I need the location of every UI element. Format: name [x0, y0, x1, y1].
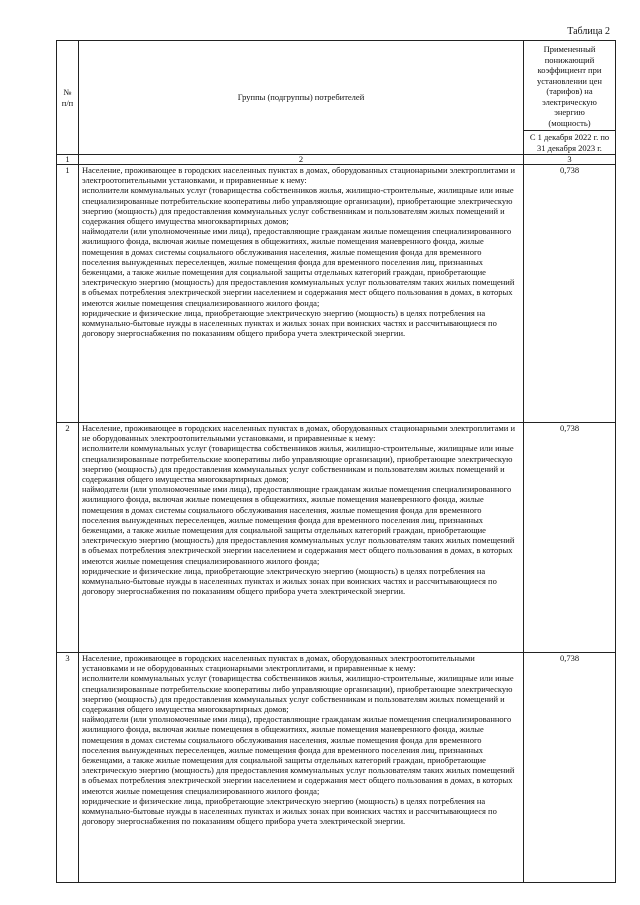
- row-paragraph: Население, проживающее в городских населенных пунктах в домах, оборудованных электроотопительными установками и не оборудованных стационарными электроплитами, и приравненные к нему:: [82, 653, 475, 674]
- column-index-row: [57, 155, 616, 165]
- table-row: [57, 165, 616, 423]
- header-coef-line: (тарифов) на: [546, 86, 593, 96]
- row-paragraph: юридические и физические лица, приобретающие электрическую энергию (мощность) в целях потребления на коммунально-бытовые нужды в населенных пунктах и жилых зонах при воинских частях и рассчитывающиеся по договору энергоснабжения по показаниям общего прибора учета электрической энергии.: [82, 795, 497, 827]
- table-row: [57, 653, 616, 883]
- header-num: [57, 41, 79, 155]
- row-paragraph: Население, проживающее в городских населенных пунктах в домах, оборудованных стационарными электроплитами и не оборудованных электроотопительными установками, и приравненные к нему:: [82, 423, 515, 444]
- row-coefficient: 0,738: [524, 423, 616, 653]
- row-paragraph: наймодатели (или уполномоченные ими лица), предоставляющие гражданам жилые помещения специализированного жилищного фонда, включая жилые помещения в общежитиях, жилые помещения маневренного фонда, жилые помещения в домах системы социального обслуживания населения, жилые помещения фонда для временного поселения вынужденных переселенцев, жилые помещения фонда для временного поселения лиц, признанных беженцами, а также жилые помещения для социальной защиты отдельных категорий граждан, приобретающие электрическую энергию (мощность) для предоставления коммунальных услуг пользователям таких жилых помещений в объемах потребления электрической энергии населением и содержания мест общего пользования в домах, в которых имеются жилые помещения специализированного жилого фонда;: [82, 226, 515, 308]
- table-label: Таблица 2: [567, 26, 610, 37]
- header-coef-line: Примененный: [543, 44, 596, 54]
- row-paragraph: исполнители коммунальных услуг (товарищества собственников жилья, жилищно-строительные, жилищные или иные специализированные потребительские кооперативы либо управляющие организации), приобретающие электрическую энергию (мощность) для предоставления коммунальных услуг собственникам и пользователям жилых помещений и содержания общего имущества многоквартирных домов;: [82, 673, 514, 715]
- row-paragraph: исполнители коммунальных услуг (товарищества собственников жилья, жилищно-строительные, жилищные или иные специализированные потребительские кооперативы либо управляющие организации), приобретающие электрическую энергию (мощность) для предоставления коммунальных услуг собственникам и пользователям жилых помещений и содержания общего имущества многоквартирных домов;: [82, 185, 514, 227]
- column-index: 2: [79, 155, 524, 165]
- row-number: 2: [57, 423, 79, 653]
- row-number: 1: [57, 165, 79, 423]
- tariff-coefficient-table: [56, 40, 616, 883]
- row-paragraph: наймодатели (или уполномоченные ими лица), предоставляющие гражданам жилые помещения специализированного жилищного фонда, включая жилые помещения в общежитиях, жилые помещения маневренного фонда, жилые помещения в домах системы социального обслуживания населения, жилые помещения фонда для временного поселения вынужденных переселенцев, жилые помещения фонда для временного поселения лиц, признанных беженцами, а также жилые помещения для социальной защиты отдельных категорий граждан, приобретающие электрическую энергию (мощность) для предоставления коммунальных услуг пользователям таких жилых помещений в объемах потребления электрической энергии населением и содержания мест общего пользования в домах, в которых имеются жилые помещения специализированного жилого фонда;: [82, 714, 515, 796]
- row-consumer-group: [79, 423, 524, 653]
- header-num-label: № п/п: [61, 87, 74, 108]
- table-row: [57, 423, 616, 653]
- row-paragraph: Население, проживающее в городских населенных пунктах в домах, оборудованных стационарными электроплитами и электроотопительными установками, и приравненные к нему:: [82, 165, 515, 186]
- table-header-row: [57, 41, 616, 155]
- row-coefficient: 0,738: [524, 165, 616, 423]
- column-index: 3: [524, 155, 616, 165]
- header-coef-line: (мощность): [548, 117, 591, 128]
- row-number: 3: [57, 653, 79, 883]
- header-group-label: Группы (подгруппы) потребителей: [237, 92, 365, 103]
- row-consumer-group: [79, 653, 524, 883]
- header-coef-line: коэффициент при: [537, 65, 602, 75]
- row-paragraph: наймодатели (или уполномоченные ими лица), предоставляющие гражданам жилые помещения специализированного жилищного фонда, включая жилые помещения в общежитиях, жилые помещения маневренного фонда, жилые помещения в домах системы социального обслуживания населения, жилые помещения фонда для временного поселения вынужденных переселенцев, жилые помещения фонда для временного поселения лиц, признанных беженцами, а также жилые помещения для социальной защиты отдельных категорий граждан, приобретающие электрическую энергию (мощность) для предоставления коммунальных услуг пользователям таких жилых помещений в объемах потребления электрической энергии населением и содержания мест общего пользования в домах, в которых имеются жилые помещения специализированного жилого фонда;: [82, 484, 515, 566]
- header-coefficient: [524, 41, 616, 155]
- row-paragraph: юридические и физические лица, приобретающие электрическую энергию (мощность) в целях потребления на коммунально-бытовые нужды в населенных пунктах и жилых зонах при воинских частях и рассчитывающиеся по договору энергоснабжения по показаниям общего прибора учета электрической энергии.: [82, 307, 497, 339]
- header-coef-line: электрическую энергию: [542, 96, 597, 117]
- row-paragraph: исполнители коммунальных услуг (товарищества собственников жилья, жилищно-строительные, жилищные или иные специализированные потребительские кооперативы либо управляющие организации), приобретающие электрическую энергию (мощность) для предоставления коммунальных услуг собственникам и пользователям жилых помещений и содержания общего имущества многоквартирных домов;: [82, 443, 514, 485]
- column-index: 1: [57, 155, 79, 165]
- row-consumer-group: [79, 165, 524, 423]
- header-coef-line: понижающий: [544, 54, 595, 65]
- header-group: [79, 41, 524, 155]
- header-coef-line: установлении цен: [537, 75, 602, 86]
- row-coefficient: 0,738: [524, 653, 616, 883]
- row-paragraph: юридические и физические лица, приобретающие электрическую энергию (мощность) в целях потребления на коммунально-бытовые нужды в населенных пунктах и жилых зонах при воинских частях и рассчитывающиеся по договору энергоснабжения по показаниям общего прибора учета электрической энергии.: [82, 565, 497, 597]
- header-period: С 1 декабря 2022 г. по 31 декабря 2023 г.: [524, 130, 615, 154]
